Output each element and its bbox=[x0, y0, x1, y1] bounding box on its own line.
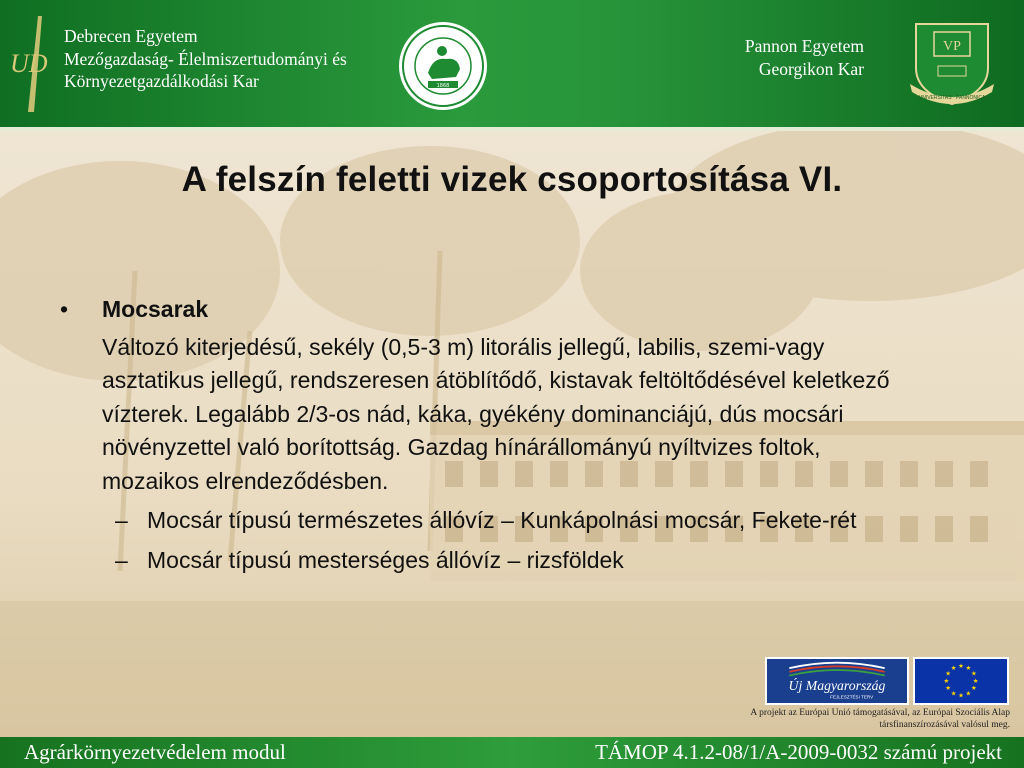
debrecen-line-3: Környezetgazdálkodási Kar bbox=[64, 71, 259, 91]
pannon-institution-name bbox=[745, 35, 864, 81]
svg-text:★: ★ bbox=[945, 684, 952, 693]
debrecen-institution-name bbox=[64, 25, 347, 93]
um-logo-text: Új Magyarország bbox=[788, 678, 886, 694]
bullet-heading: Mocsarak bbox=[102, 296, 209, 322]
svg-text:★: ★ bbox=[965, 689, 972, 698]
university-of-debrecen-logo bbox=[8, 12, 52, 116]
bullet-symbol: • bbox=[60, 296, 69, 322]
crest-ribbon: UNIVERSITAS · PANNONICA bbox=[918, 95, 986, 101]
svg-text:★: ★ bbox=[972, 676, 979, 685]
pannon-line-1: Pannon Egyetem bbox=[744, 36, 864, 56]
pannon-crest bbox=[906, 18, 998, 110]
um-logo-subtext: FEJLESZTÉSI TERV bbox=[830, 694, 874, 700]
sub-item bbox=[60, 544, 927, 578]
svg-text:★: ★ bbox=[945, 669, 952, 678]
svg-text:★: ★ bbox=[950, 664, 957, 672]
slide-content bbox=[60, 293, 960, 577]
dash-symbol: – bbox=[115, 507, 128, 533]
svg-text:★: ★ bbox=[958, 691, 964, 700]
dash-symbol: – bbox=[115, 546, 128, 573]
ud-letter-u: UD bbox=[10, 49, 48, 78]
svg-text:★: ★ bbox=[958, 662, 964, 671]
seal-year: 1868 bbox=[436, 83, 450, 89]
sub-item-text: Mocsár típusú mesterséges állóvíz – rizsföldek bbox=[147, 546, 624, 573]
slide-title: A felszín feletti vizek csoportosítása VI. bbox=[181, 160, 843, 199]
bullet-item bbox=[60, 293, 960, 327]
pannon-line-2: Georgikon Kar bbox=[758, 59, 864, 79]
sub-item-text: Mocsár típusú természetes állóvíz – Kunkápolnási mocsár, Fekete-rét bbox=[147, 507, 857, 533]
uj-magyarorszag-logo bbox=[765, 657, 909, 705]
bullet-paragraph: Változó kiterjedésű, sekély (0,5-3 m) litorális jellegű, labilis, szemi-vagy asztatikus jellegű, rendszeresen átöblítődő, kistavak feltöltődésével keletkező vízterek. Legalább 2/3-os nád, káka, gyékény dominanciájú, dús mocsári növényzettel való borítottság. Gazdag hínárállományú nyíltvizes foltok, mozaikos elrendeződésben. bbox=[102, 333, 890, 494]
debrecen-line-2: Mezőgazdaság- Élelmiszertudományi és bbox=[64, 48, 347, 69]
debrecen-line-1: Debrecen Egyetem bbox=[64, 26, 198, 46]
svg-text:★: ★ bbox=[970, 669, 977, 678]
footer-band bbox=[0, 737, 1024, 768]
svg-text:★: ★ bbox=[950, 689, 957, 698]
header-band bbox=[0, 0, 1024, 127]
svg-text:★: ★ bbox=[970, 684, 977, 693]
svg-text:★: ★ bbox=[965, 664, 972, 672]
crest-letters: VP bbox=[943, 39, 961, 54]
footer-module-name: Agrárkörnyezetvédelem modul bbox=[24, 740, 286, 764]
footer-project-id: TÁMOP 4.1.2-08/1/A-2009-0032 számú projekt bbox=[595, 740, 1002, 764]
eu-flag-logo bbox=[913, 657, 1009, 705]
funding-logos bbox=[765, 657, 1009, 705]
sub-item bbox=[60, 504, 927, 538]
faculty-seal bbox=[398, 21, 488, 111]
svg-text:★: ★ bbox=[943, 676, 950, 685]
funding-note: A projekt az Európai Unió támogatásával, az Európai Szociális Alap társfinanszírozásával valósul meg. bbox=[750, 708, 1010, 730]
